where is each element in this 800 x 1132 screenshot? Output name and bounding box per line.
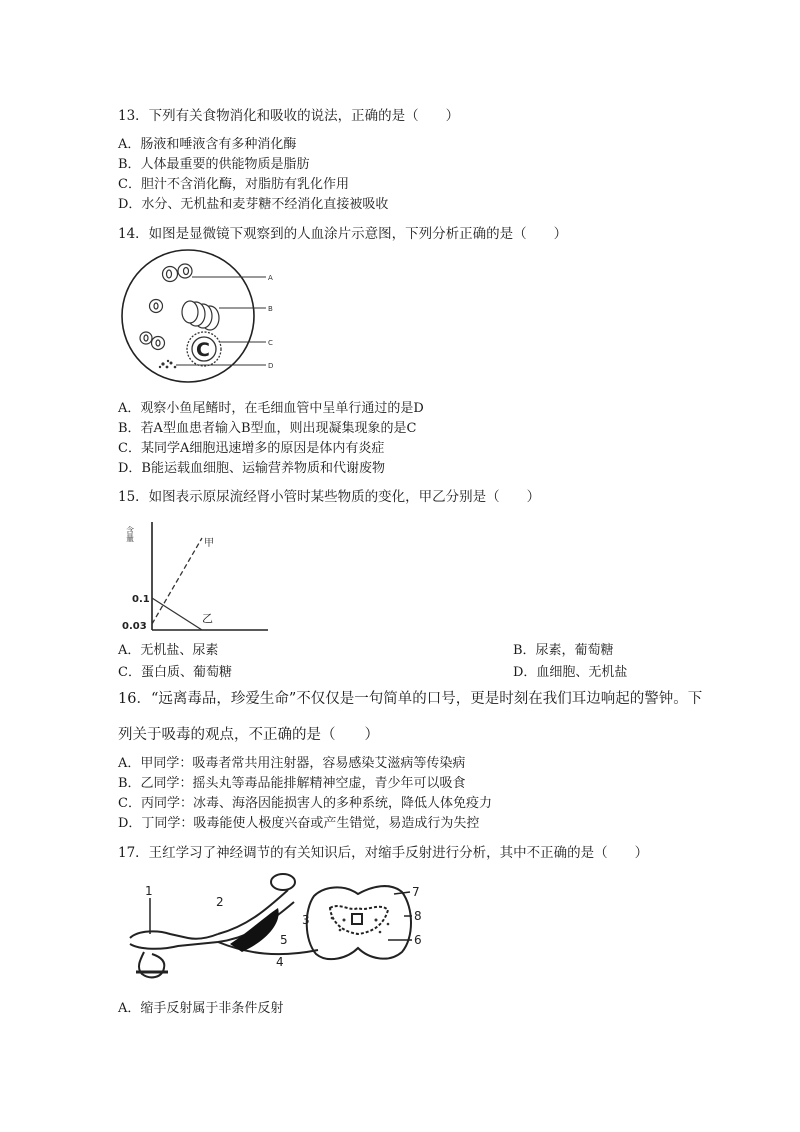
series-jia-line (152, 538, 202, 624)
q14-option-c: C．某同学A细胞迅速增多的原因是体内有炎症 (118, 441, 385, 456)
q16-option-a: A．甲同学：吸毒者常共用注射器，容易感染艾滋病等传染病 (118, 756, 466, 771)
q17-stem: 17．王红学习了神经调节的有关知识后，对缩手反射进行分析，其中不正确的是（ ） (118, 845, 649, 861)
figure-label-d: D (268, 362, 274, 370)
figure-label-c: C (268, 339, 273, 347)
q13-option-d: D．水分、无机盐和麦芽糖不经消化直接被吸收 (118, 197, 389, 212)
q16-stem-line1: 16．“远离毒品，珍爱生命”不仅仅是一句简单的口号，更是时刻在我们耳边响起的警钟。下 (118, 691, 703, 707)
q17-label-leaders (388, 892, 412, 940)
spinal-cord (307, 886, 411, 959)
series-yi-label: 乙 (202, 612, 213, 625)
series-jia-label: 甲 (204, 538, 214, 549)
q16-option-d: D．丁同学：吸毒能使人极度兴奋或产生错觉，易造成行为失控 (118, 816, 480, 831)
figure-label-1: 1 (145, 884, 153, 898)
q13-option-c: C．胆汁不含消化酶，对脂肪有乳化作用 (118, 177, 349, 192)
q15-option-a: A．无机盐、尿素 (118, 643, 219, 658)
q16-option-c: C．丙同学：冰毒、海洛因能损害人的多种系统，降低人体免疫力 (118, 796, 492, 811)
figure-label-b: B (268, 305, 273, 313)
urine-substance-chart (118, 516, 278, 638)
q15-stem: 15．如图表示原尿流经肾小管时某些物质的变化，甲乙分别是（ ） (118, 489, 541, 505)
figure-label-5: 5 (280, 933, 288, 947)
figure-label-a: A (268, 274, 273, 282)
figure-label-7: 7 (412, 885, 420, 899)
platelet-cluster (159, 360, 177, 369)
q14-option-a: A．观察小鱼尾鳍时，在毛细血管中呈单行通过的是D (118, 401, 424, 416)
q15-option-c: C．蛋白质、葡萄糖 (118, 665, 232, 680)
q15-option-d: D．血细胞、无机盐 (513, 665, 628, 680)
q16-stem-line2: 列关于吸毒的观点，不正确的是（ ） (118, 727, 379, 743)
reflex-arc-figure (118, 868, 438, 990)
tick-label-low: 0.03 (122, 621, 147, 632)
figure-label-3: 3 (302, 913, 310, 927)
q16-option-b: B．乙同学：摇头丸等毒品能排解精神空虚，青少年可以吸食 (118, 776, 466, 791)
red-blood-cell-stack (182, 301, 219, 330)
figure-label-6: 6 (414, 933, 422, 947)
q13-stem: 13．下列有关食物消化和吸收的说法，正确的是（ ） (118, 108, 460, 124)
q14-option-d: D．B能运载血细胞、运输营养物质和代谢废物 (118, 461, 385, 476)
muscle-effector (230, 908, 279, 952)
blood-smear-figure (118, 246, 288, 388)
tick-label-high: 0.1 (132, 594, 150, 605)
ganglion (271, 874, 295, 890)
q14-stem: 14．如图是显微镜下观察到的人血涂片示意图，下列分析正确的是（ ） (118, 226, 568, 242)
q13-option-b: B．人体最重要的供能物质是脂肪 (118, 157, 310, 172)
series-yi-line (152, 598, 202, 630)
q17-option-a: A．缩手反射属于非条件反射 (118, 1001, 284, 1016)
q15-option-b: B．尿素，葡萄糖 (513, 643, 614, 658)
figure-label-2: 2 (216, 895, 224, 909)
y-axis-label: 含量 (125, 526, 135, 542)
cell-c-glyph: C (196, 339, 210, 361)
q13-option-a: A．肠液和唾液含有多种消化酶 (118, 137, 297, 152)
q14-option-b: B．若A型血患者输入B型血，则出现凝集现象的是C (118, 421, 417, 436)
receptor-hand (130, 931, 218, 977)
figure-label-4: 4 (276, 955, 284, 969)
figure-label-8: 8 (414, 909, 422, 923)
